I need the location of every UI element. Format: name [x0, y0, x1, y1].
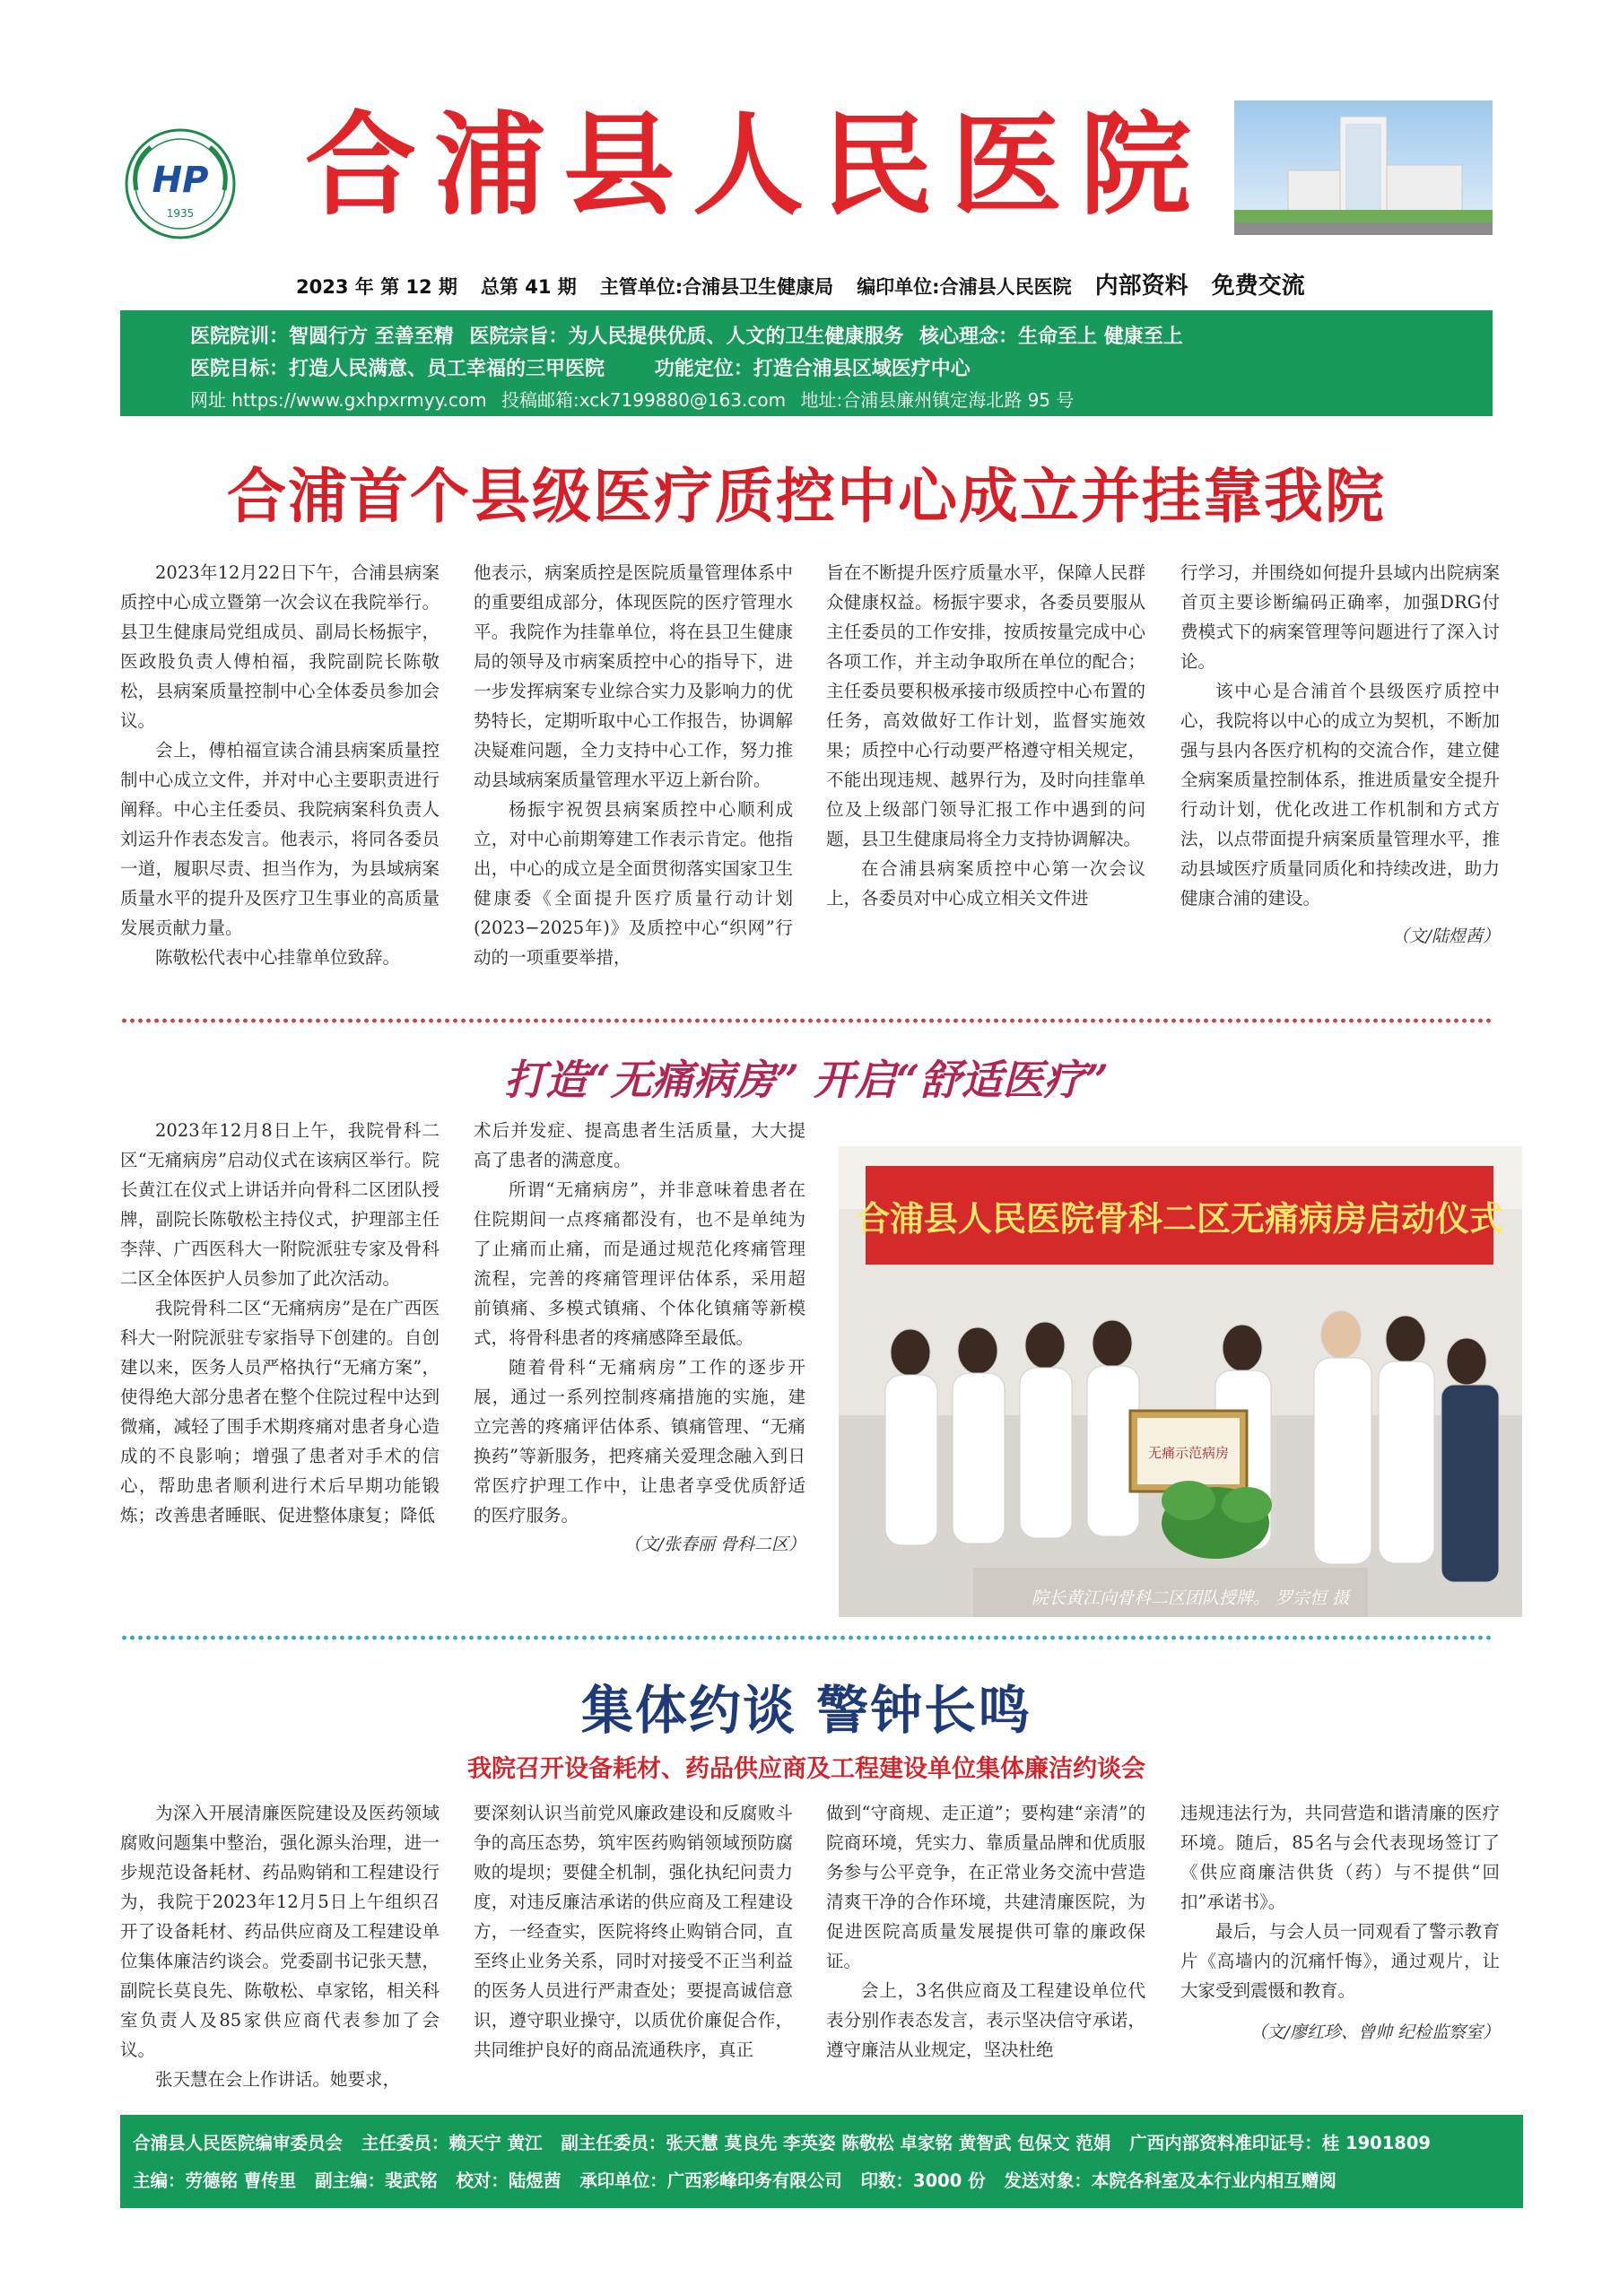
paragraph: 随着骨科“无痛病房”工作的逐步开展，通过一系列控制疼痛措施的实施，建立完善的疼痛评估体系、镇痛管理、“无痛换药”等新服务，把疼痛关爱理念融入到日常医疗护理工作中，让患者享受优质舒适的医疗服务。 — [474, 1357, 805, 1526]
article2-column-2 — [474, 1116, 805, 1560]
supervisor-unit: 主管单位:合浦县卫生健康局 — [599, 276, 834, 298]
committee-name: 合浦县人民医院编审委员会 — [133, 2133, 344, 2153]
hospital-logo — [124, 127, 237, 240]
banner-row-1 — [190, 321, 1192, 349]
masthead-title: 合浦县人民医院 — [305, 100, 1210, 230]
hospital-motto: 医院院训：智圆行方 至善至精 — [190, 326, 454, 348]
article1-column-3 — [826, 558, 1145, 913]
website-link[interactable]: 网址 https://www.gxhpxrmyy.com — [190, 389, 487, 411]
paragraph: 会上，3名供应商及工程建设单位代表分别作表态发言，表示坚决信守承诺，遵守廉洁从业规定，坚决杜绝 — [826, 1980, 1145, 2060]
editor-unit: 编印单位:合浦县人民医院 — [857, 276, 1072, 298]
internal-note: 内部资料 — [1094, 273, 1188, 300]
article1-column-4 — [1180, 558, 1500, 952]
article1-column-2 — [474, 558, 793, 972]
printer: 承印单位：广西彩峰印务有限公司 — [579, 2170, 842, 2191]
paragraph: 陈敬松代表中心挂靠单位致辞。 — [155, 947, 401, 968]
svg-text:1935: 1935 — [166, 207, 195, 220]
function-position: 功能定位：打造合浦县区域医疗中心 — [654, 358, 971, 380]
banner-row-3 — [190, 386, 1083, 412]
address: 地址:合浦县廉州镇定海北路 95 号 — [800, 389, 1075, 411]
paragraph: 要深刻认识当前党风廉政建设和反腐败斗争的高压态势，筑牢医药购销领域预防腐败的堤坝；要健全机制，强化执纪问责力度，对违反廉洁承诺的供应商及工程建设方，一经查实，医院将终止购销合同，直至终止业务关系，同时对接受不正当利益的医务人员进行严肃查处；要提高诚信意识，遵守职业操守，以质优价廉促合作，共同维护良好的商品流通秩序，真正 — [474, 1803, 793, 2060]
hospital-goal: 医院目标：打造人民满意、员工幸福的三甲医院 — [190, 358, 605, 380]
paragraph: 旨在不断提升医疗质量水平，保障人民群众健康权益。杨振宇要求，各委员要服从主任委员的工作安排，按质按量完成中心各项工作，并主动争取所在单位的配合；主任委员要积极承接市级质控中心布置的任务，高效做好工作计划，监督实施效果；质控中心行动要严格遵守相关规定，不能出现违规、越界行为，及时向挂靠单位及上级部门领导汇报工作中遇到的问题，县卫生健康局将全力支持协调解决。 — [826, 562, 1145, 849]
paragraph: 该中心是合浦首个县级医疗质控中心，我院将以中心的成立为契机，不断加强与县内各医疗机构的交流合作，建立健全病案质量控制体系，推进质量安全提升行动计划，优化改进工作机制和方式方法，以点带面提升病案质量管理水平，推动县域医疗质量同质化和持续改进，助力健康合浦的建设。 — [1180, 681, 1500, 909]
article3-subheadline: 我院召开设备耗材、药品供应商及工程建设单位集体廉洁约谈会 — [467, 1755, 1145, 1783]
article1-byline: （文/陆煜茜） — [1391, 926, 1500, 946]
article2-headline: 打造“无痛病房” 开启“舒适医疗” — [504, 1056, 1109, 1104]
paragraph: 术后并发症、提高患者生活质量，大大提高了患者的满意度。 — [474, 1120, 805, 1170]
director: 主任委员：赖天宁 黄江 — [361, 2133, 543, 2153]
print-run: 印数：3000 份 — [860, 2170, 986, 2191]
ceremony-photo — [839, 1146, 1522, 1617]
article3-byline: （文/廖红珍、曾帅 纪检监察室） — [1249, 2022, 1500, 2042]
article3-column-2 — [474, 1798, 793, 2065]
editorial-footer — [120, 2115, 1523, 2208]
paragraph: 所谓“无痛病房”，并非意味着患者在住院期间一点疼痛都没有，也不是单纯为了止痛而止痛，而是通过规范化疼痛管理流程，完善的疼痛管理评估体系，采用超前镇痛、多模式镇痛、个体化镇痛等新模式，将骨科患者的疼痛感降至最低。 — [474, 1179, 805, 1348]
article2-column-1 — [120, 1116, 440, 1530]
proofreader: 校对：陆煜茜 — [456, 2170, 562, 2191]
paragraph: 违规违法行为，共同营造和谐清廉的医疗环境。随后，85名与会代表现场签订了《供应商廉洁供货（药）与不提供“回扣”承诺书》。 — [1180, 1803, 1500, 1912]
section-divider — [120, 1015, 1493, 1026]
permit-number: 广西内部资料准印证号：桂 1901809 — [1129, 2133, 1432, 2153]
paragraph: 最后，与会人员一同观看了警示教育片《高墙内的沉痛忏悔》，通过观片，让大家受到震慑和教育。 — [1180, 1921, 1500, 2001]
hospital-building-photo — [1234, 100, 1493, 235]
article3-column-4 — [1180, 1798, 1500, 2048]
photo-banner-text: 合浦县人民医院骨科二区无痛病房启动仪式 — [855, 1199, 1504, 1239]
footer-row-1 — [133, 2129, 1443, 2154]
paragraph: 张天慧在会上作讲话。她要求， — [155, 2069, 401, 2090]
plaque-text: 无痛示范病房 — [1147, 1445, 1230, 1461]
paragraph: 我院骨科二区“无痛病房”是在广西医科大一附院派驻专家指导下创建的。自创建以来，医务人员严格执行“无痛方案”，使得绝大部分患者在整个住院过程中达到微痛，减轻了围手术期疼痛对患者身心造成的不良影响；增强了患者对手术的信心，帮助患者顺利进行术后早期功能锻炼；改善患者睡眠、促进整体康复；降低 — [120, 1298, 440, 1526]
paragraph: 为深入开展清廉医院建设及医药领域腐败问题集中整治，强化源头治理，进一步规范设备耗材、药品购销和工程建设行为，我院于2023年12月5日上午组织召开了设备耗材、药品供应商及工程建设单位集体廉洁约谈会。党委副书记张天慧，副院长莫良先、陈敬松、卓家铭，相关科室负责人及85家供应商代表参加了会议。 — [120, 1803, 440, 2060]
article3-column-3 — [826, 1798, 1145, 2065]
distribution: 发送对象：本院各科室及本行业内相互赠阅 — [1004, 2170, 1336, 2191]
paragraph: 会上，傅柏福宣读合浦县病案质量控制中心成立文件，并对中心主要职责进行阐释。中心主任委员、我院病案科负责人刘运升作表态发言。他表示，将同各委员一道，履职尽责、担当作为，为县域病案质量水平的提升及医疗卫生事业的高质量发展贡献力量。 — [120, 740, 440, 938]
article3-column-1 — [120, 1798, 440, 2094]
svg-text:HP: HP — [152, 160, 209, 201]
logo-emblem-icon — [124, 127, 237, 240]
photo-caption: 院长黄江向骨科二区团队授牌。 罗宗恒 摄 — [1032, 1588, 1350, 1608]
submission-email[interactable]: 投稿邮箱:xck7199880@163.com — [501, 389, 787, 411]
section-divider — [120, 1632, 1493, 1643]
issue-number: 2023 年 第 12 期 — [296, 276, 457, 298]
article1-headline: 合浦首个县级医疗质控中心成立并挂靠我院 — [227, 462, 1386, 531]
paragraph: 杨振宇祝贺县病案质控中心顺利成立，对中心前期筹建工作表示肯定。他指出，中心的成立是全面贯彻落实国家卫生健康委《全面提升医疗质量行动计划(2023−2025年)》及质控中心“织网”行动的一项重要举措， — [474, 799, 793, 968]
paragraph: 行学习，并围绕如何提升县域内出院病案首页主要诊断编码正确率，加强DRG付费模式下的病案管理等问题进行了深入讨论。 — [1180, 562, 1500, 672]
deputy-directors: 副主任委员：张天慧 莫良先 李英姿 陈敬松 卓家铭 黄智武 包保文 范娟 — [561, 2133, 1111, 2153]
free-note: 免费交流 — [1211, 273, 1305, 300]
article3-headline: 集体约谈 警钟长鸣 — [580, 1680, 1032, 1741]
info-banner — [120, 310, 1493, 416]
chief-editor: 主编：劳德铭 曹传里 — [133, 2170, 297, 2191]
deputy-editor: 副主编：裴武铭 — [315, 2170, 438, 2191]
paragraph: 2023年12月8日上午，我院骨科二区“无痛病房”启动仪式在该病区举行。院长黄江在仪式上讲话并向骨科二区团队授牌，副院长陈敬松主持仪式，护理部主任李萍、广西医科大一附院派驻专家及骨科二区全体医护人员参加了此次活动。 — [120, 1120, 440, 1289]
paragraph: 做到“守商规、走正道”；要构建“亲清”的院商环境，凭实力、靠质量品牌和优质服务参与公平竞争，在正常业务交流中营造清爽干净的合作环境，共建清廉医院，为促进医院高质量发展提供可靠的廉政保证。 — [826, 1803, 1145, 1971]
total-issue: 总第 41 期 — [480, 276, 577, 298]
core-concept: 核心理念：生命至上 健康至上 — [919, 326, 1183, 348]
footer-row-2 — [133, 2167, 1349, 2192]
paragraph: 他表示，病案质控是医院质量管理体系中的重要组成部分，体现医院的医疗管理水平。我院作为挂靠单位，将在县卫生健康局的领导及市病案质控中心的指导下，进一步发挥病案专业综合实力及影响力的优势特长，定期听取中心工作报告，协调解决疑难问题，全力支持中心工作，努力推动县域病案质量管理水平迈上新台阶。 — [474, 562, 793, 790]
banner-row-2 — [190, 353, 979, 381]
hospital-purpose: 医院宗旨：为人民提供优质、人文的卫生健康服务 — [469, 326, 904, 348]
article2-byline: （文/张春丽 骨科二区） — [623, 1535, 805, 1554]
article1-column-1 — [120, 558, 440, 972]
paragraph: 在合浦县病案质控中心第一次会议上，各委员对中心成立相关文件进 — [826, 858, 1145, 909]
issue-info-line — [296, 267, 1498, 300]
paragraph: 2023年12月22日下午，合浦县病案质控中心成立暨第一次会议在我院举行。县卫生健康局党组成员、副局长杨振宇，医政股负责人傅柏福，我院副院长陈敬松，县病案质量控制中心全体委员参加会议。 — [120, 562, 440, 731]
